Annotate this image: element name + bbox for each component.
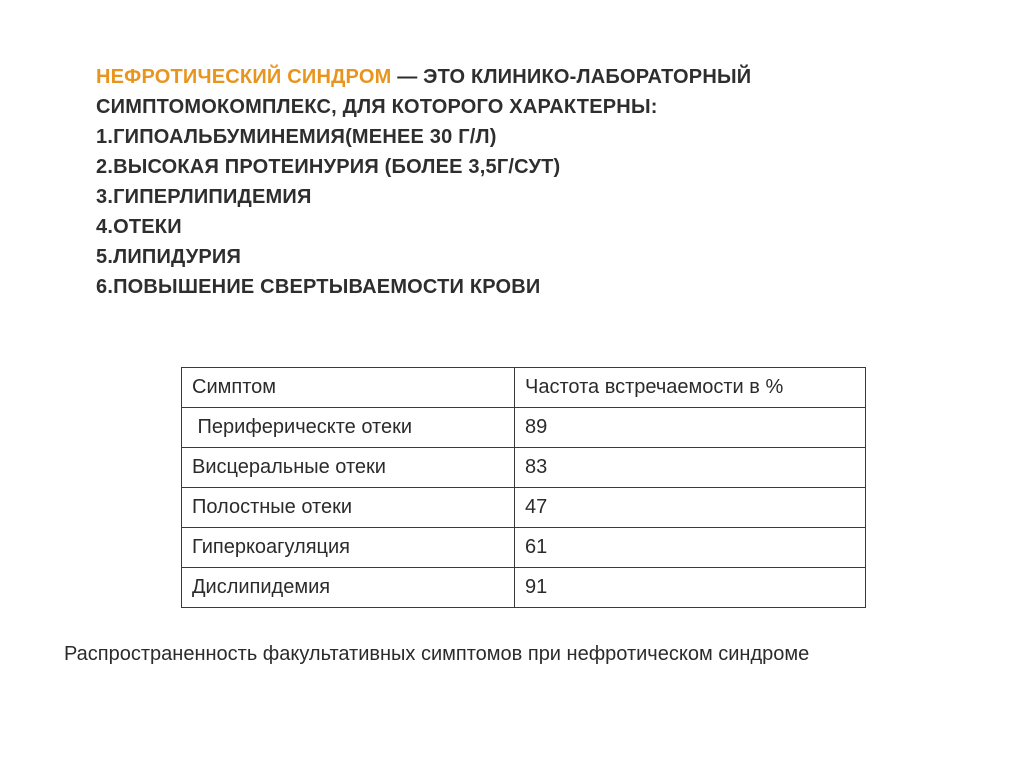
cell-symptom: Периферическте отеки [182,408,515,448]
cell-symptom: Гиперкоагуляция [182,528,515,568]
criteria-item-6: 6.ПОВЫШЕНИЕ СВЕРТЫВАЕМОСТИ КРОВИ [96,276,541,298]
table-row [182,568,866,608]
cell-frequency: 91 [515,568,866,608]
criteria-item-5: 5.ЛИПИДУРИЯ [96,246,242,268]
criteria-item-3: 3.ГИПЕРЛИПИДЕМИЯ [96,186,312,208]
cell-frequency: 89 [515,408,866,448]
definition-line-1 [96,62,916,92]
definition-line-2: СИМПТОМОКОМПЛЕКС, ДЛЯ КОТОРОГО ХАРАКТЕРНЫ: [96,96,658,118]
header-symptom: Симптом [182,368,515,408]
cell-frequency: 61 [515,528,866,568]
definition-line-1-rest: ЭТО КЛИНИКО-ЛАБОРАТОРНЫЙ [423,66,752,88]
definition-block [96,62,916,302]
table-row [182,448,866,488]
em-dash: — [397,66,418,88]
criteria-item-1: 1.ГИПОАЛЬБУМИНЕМИЯ(МЕНЕЕ 30 Г/Л) [96,126,497,148]
symptom-frequency-table [181,367,866,608]
cell-symptom: Полостные отеки [182,488,515,528]
criteria-item-2: 2.ВЫСОКАЯ ПРОТЕИНУРИЯ (БОЛЕЕ 3,5Г/СУТ) [96,156,561,178]
table-row [182,408,866,448]
table-row [182,488,866,528]
cell-symptom: Дислипидемия [182,568,515,608]
criteria-item-4: 4.ОТЕКИ [96,216,182,238]
cell-symptom: Висцеральные отеки [182,448,515,488]
symptom-table-wrapper [181,367,866,608]
table-header-row [182,368,866,408]
header-frequency: Частота встречаемости в % [515,368,866,408]
table-caption: Распространенность факультативных симптомов при нефротическом синдроме [64,643,810,665]
cell-frequency: 83 [515,448,866,488]
cell-frequency: 47 [515,488,866,528]
table-row [182,528,866,568]
term-highlight: НЕФРОТИЧЕСКИЙ СИНДРОМ [96,66,392,88]
